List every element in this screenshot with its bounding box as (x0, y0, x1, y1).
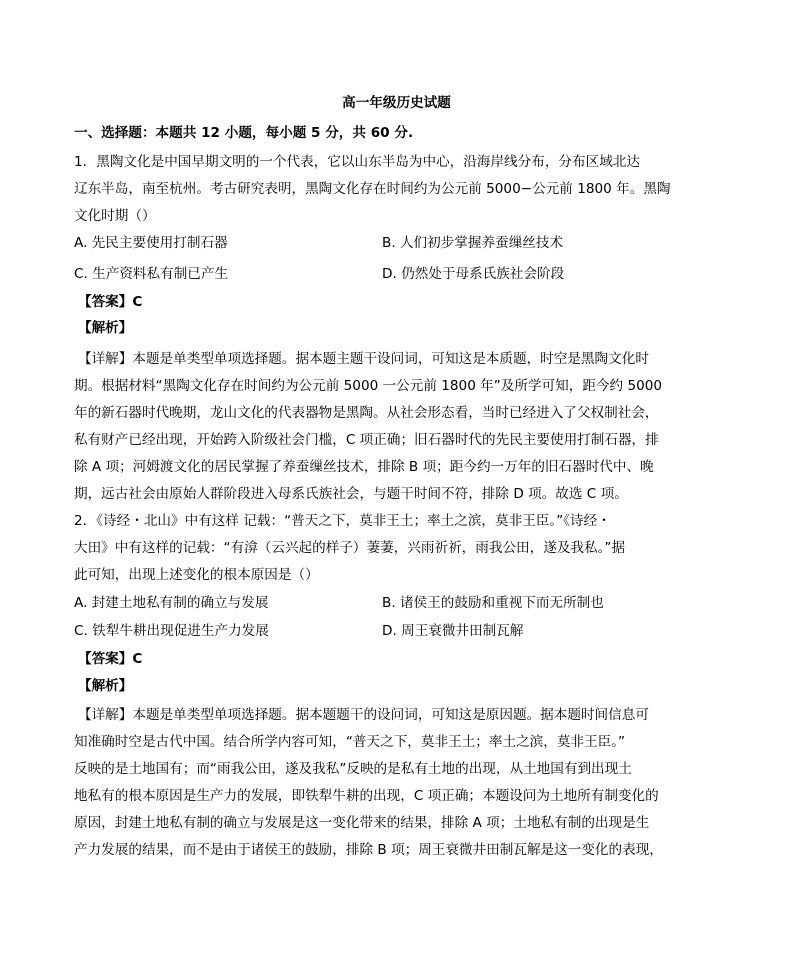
q1-option-c: C. 生产资料私有制已产生 (74, 266, 229, 282)
q1-detail-line: 期。根据材料“黑陶文化存在时间约为公元前 5000 一公元前 1800 年”及所学可知，距今约 5000 (74, 378, 663, 394)
q1-option-d: D. 仍然处于母系氏族社会阶段 (382, 266, 565, 282)
q2-option-a: A. 封建土地私有制的确立与发展 (74, 595, 269, 611)
q1-detail-line: 年的新石器时代晚期，龙山文化的代表器物是黑陶。从社会形态看，当时已经进入了父权制社会， (74, 405, 659, 421)
q2-option-c: C. 铁犁牛耕出现促进生产力发展 (74, 623, 269, 639)
q2-detail-line: 知准确时空是古代中国。结合所学内容可知，“普天之下，莫非王土；率土之滨，莫非王臣。” (74, 734, 626, 750)
q1-detail-line: 私有财产已经出现，开始跨入阶级社会门槛，C 项正确；旧石器时代的先民主要使用打制石器，排 (74, 432, 659, 448)
q2-detail-line: 产力发展的结果，而不是由于诸侯王的鼓励，排除 B 项；周王衰微井田制瓦解是这一变化的表现， (74, 842, 663, 858)
q2-stem-line: 2．《诗经・北山》中有这样 记载：“普天之下，莫非王土；率土之滨，莫非王臣。”《诗经・ (74, 513, 611, 529)
q2-analysis-label: 【解析】 (78, 678, 133, 694)
q2-stem-line: 大田》中有这样的记载：“有渰（云兴起的样子）萋萋，兴雨祈祈，雨我公田，遂及我私。”据 (74, 540, 626, 556)
page-title: 高一年级历史试题 (342, 95, 451, 111)
q2-detail-line: 地私有的根本原因是生产力的发展，即铁犁牛耕的出现，C 项正确；本题设问为土地所有制变化的 (74, 788, 659, 804)
q2-detail-line: 【详解】本题是单类型单项选择题。据本题题干的设问词，可知这是原因题。据本题时间信息可 (78, 707, 649, 723)
q1-detail-line: 【详解】本题是单类型单项选择题。据本题主题干设问词，可知这是本质题，时空是黑陶文化时 (78, 351, 649, 367)
q1-detail-line: 期，远古社会由原始人群阶段进入母系氏族社会，与题干时间不符，排除 D 项。故选 C 项。 (74, 486, 628, 502)
q1-option-b: B. 人们初步掌握养蚕缫丝技术 (382, 235, 564, 251)
q1-analysis-label: 【解析】 (78, 320, 133, 336)
q2-stem-line: 此可知，出现上述变化的根本原因是（） (74, 567, 319, 583)
section-heading: 一、选择题：本题共 12 小题，每小题 5 分，共 60 分. (74, 125, 414, 141)
q2-option-b: B. 诸侯王的鼓励和重视下而无所制也 (382, 595, 604, 611)
q2-option-d: D. 周王衰微井田制瓦解 (382, 623, 524, 639)
q1-option-a: A. 先民主要使用打制石器 (74, 235, 228, 251)
q1-answer: 【答案】C (78, 294, 143, 310)
q1-detail-line: 除 A 项；河姆渡文化的居民掌握了养蚕缫丝技术，排除 B 项；距今约一万年的旧石器时代中、晚 (74, 459, 654, 475)
q1-stem-line: 辽东半岛，南至杭州。考古研究表明，黑陶文化存在时间约为公元前 5000−公元前 1800 年。黑陶 (74, 181, 671, 197)
q1-stem-line: 文化时期（） (74, 208, 156, 224)
q1-stem-line: 1．黑陶文化是中国早期文明的一个代表，它以山东半岛为中心，沿海岸线分布，分布区域北达 (74, 154, 640, 170)
q2-answer: 【答案】C (78, 651, 143, 667)
q2-detail-line: 原因，封建土地私有制的确立与发展是这一变化带来的结果，排除 A 项；土地私有制的出现是生 (74, 815, 650, 831)
q2-detail-line: 反映的是土地国有；而“雨我公田，遂及我私”反映的是私有土地的出现，从土地国有到出现土 (74, 761, 632, 777)
